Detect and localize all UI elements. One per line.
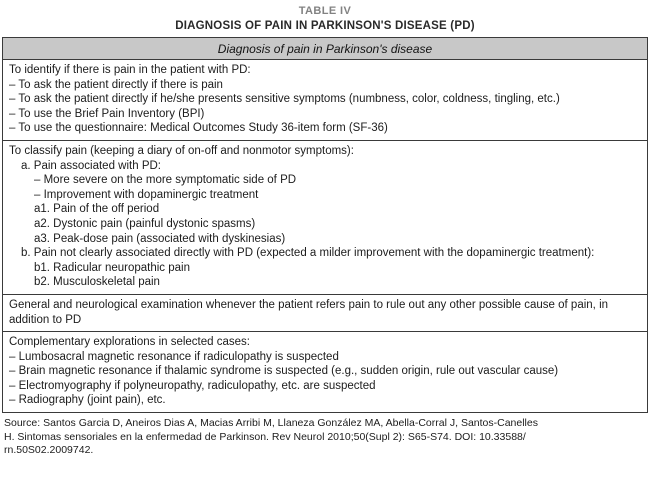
table-section-row bbox=[3, 141, 647, 295]
table-line: – Brain magnetic resonance if thalamic syndrome is suspected (e.g., sudden origin, rule out vascular cause) bbox=[9, 365, 559, 378]
diagnosis-table bbox=[2, 37, 648, 413]
table-line: a. Pain associated with PD: bbox=[21, 159, 161, 172]
table-section-row bbox=[3, 60, 647, 141]
table-line: – To ask the patient directly if he/she presents sensitive symptoms (numbness, color, coldness, tingling, etc.) bbox=[9, 93, 560, 106]
table-title: DIAGNOSIS OF PAIN IN PARKINSON'S DISEASE (PD) bbox=[175, 20, 475, 32]
table-line: – Electromyography if polyneuropathy, radiculopathy, etc. are suspected bbox=[9, 379, 376, 392]
source-line: rn.50S02.2009742. bbox=[4, 444, 94, 457]
table-line: To classify pain (keeping a diary of on-off and nonmotor symptoms): bbox=[9, 144, 354, 157]
table-line: b. Pain not clearly associated directly with PD (expected a milder improvement with the dopaminergic treatment): bbox=[21, 247, 595, 260]
table-line: a2. Dystonic pain (painful dystonic spasms) bbox=[34, 217, 256, 230]
table-line: Complementary explorations in selected cases: bbox=[9, 336, 250, 349]
table-line: b1. Radicular neuropathic pain bbox=[34, 261, 190, 274]
table-line: General and neurological examination whenever the patient refers pain to rule out any other possible cause of pain, in addition to PD bbox=[9, 298, 609, 326]
source-line: H. Sintomas sensoriales en la enfermedad de Parkinson. Rev Neurol 2010;50(Supl 2): S65-S74. DOI: 10.33588/ bbox=[4, 430, 526, 443]
table-line: – To use the questionnaire: Medical Outcomes Study 36-item form (SF-36) bbox=[9, 122, 388, 135]
table-line: – To ask the patient directly if there is pain bbox=[9, 78, 223, 91]
table-line: – To use the Brief Pain Inventory (BPI) bbox=[9, 107, 205, 120]
table-caption bbox=[2, 3, 648, 33]
source-line: Source: Santos Garcia D, Aneiros Dias A, Macias Arribi M, Llaneza González MA, Abella-Corral J, Santos-Canelles bbox=[4, 417, 538, 430]
table-line: a3. Peak-dose pain (associated with dyskinesias) bbox=[34, 232, 286, 245]
table-section-row bbox=[3, 332, 647, 412]
table-line: a1. Pain of the off period bbox=[34, 203, 160, 216]
source-citation bbox=[4, 417, 646, 458]
table-line: To identify if there is pain in the patient with PD: bbox=[9, 64, 251, 76]
table-line: – Radiography (joint pain), etc. bbox=[9, 394, 166, 407]
table-header-row: Diagnosis of pain in Parkinson's disease bbox=[3, 38, 647, 60]
table-number-label: TABLE IV bbox=[298, 5, 352, 17]
table-line: – More severe on the more symptomatic side of PD bbox=[34, 174, 297, 187]
table-body bbox=[3, 60, 647, 412]
table-line: – Lumbosacral magnetic resonance if radiculopathy is suspected bbox=[9, 350, 339, 363]
table-line: b2. Musculoskeletal pain bbox=[34, 276, 160, 289]
table-line: – Improvement with dopaminergic treatment bbox=[34, 188, 259, 201]
table-section-row bbox=[3, 295, 647, 332]
